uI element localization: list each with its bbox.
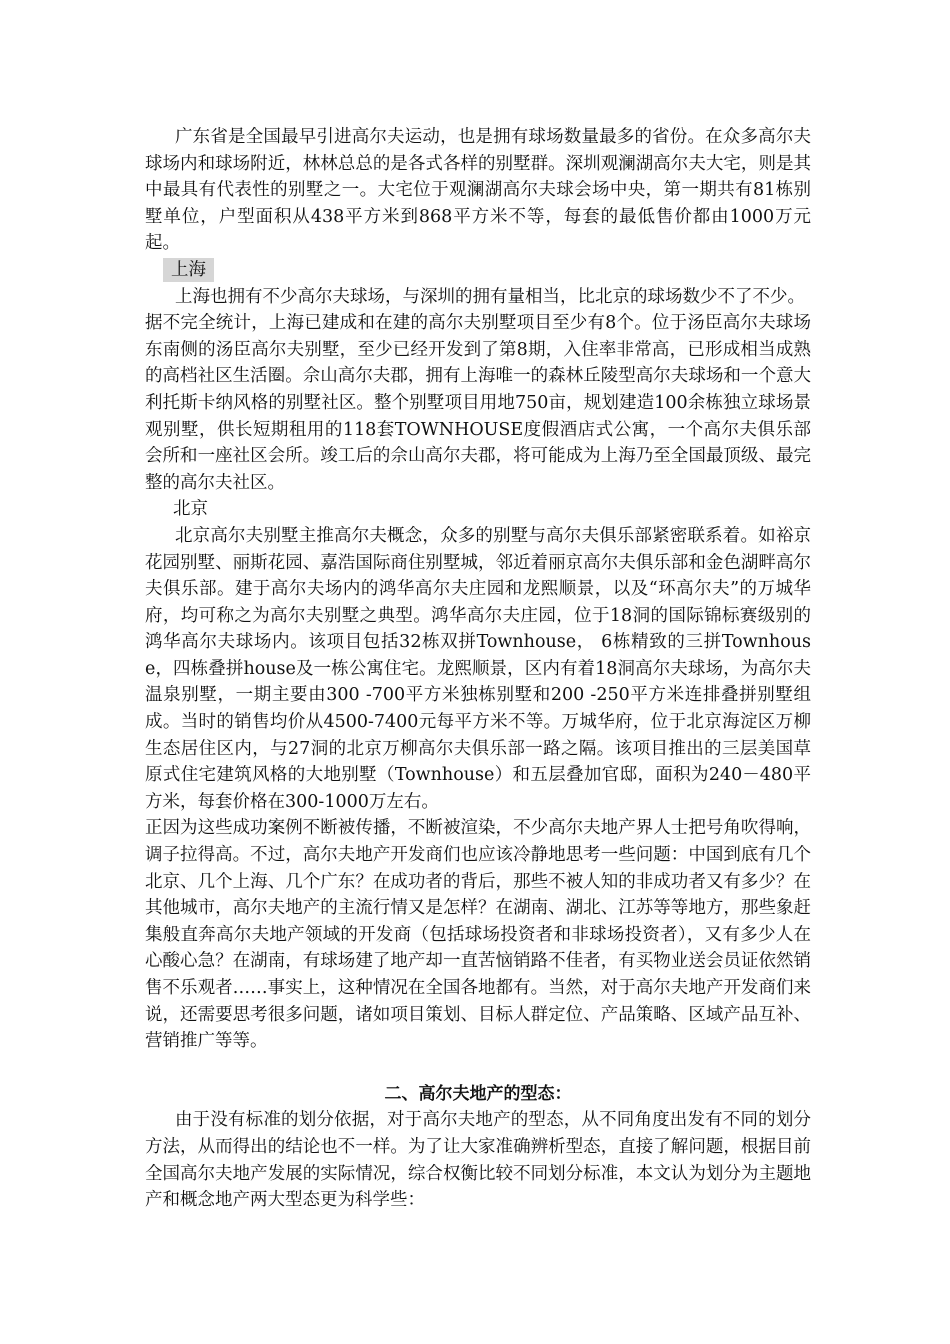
section-title: 二、高尔夫地产的型态： xyxy=(384,1083,572,1104)
heading-beijing: 北京 xyxy=(173,499,208,520)
heading-beijing-row xyxy=(145,496,811,523)
paragraph-shanghai-intro: 上海也拥有不少高尔夫球场，与深圳的拥有量相当，比北京的球场数少不了不少。 xyxy=(175,286,805,307)
paragraph-guangdong: 广东省是全国最早引进高尔夫运动，也是拥有球场数量最多的省份。在众多高尔夫球场内和球场附近，林林总总的是各式各样的别墅群。深圳观澜湖高尔夫大宅，则是其中最具有代表性的别墅之一。大宅位于观澜湖高尔夫球会场中央，第一期共有81栋别墅单位，户型面积从438平方米到868平方米不等，每套的最低售价都由1000万元起。 xyxy=(145,127,811,254)
heading-shanghai: 上海 xyxy=(163,258,214,282)
blank-line xyxy=(145,1055,811,1081)
paragraph-shanghai-detail: 据不完全统计，上海已建成和在建的高尔夫别墅项目至少有8个。位于汤臣高尔夫球场东南侧的汤臣高尔夫别墅，至少已经开发到了第8期，入住率非常高，已形成相当成熟的高档社区生活圈。佘山高尔夫郡，拥有上海唯一的森林丘陵型高尔夫球场和一个意大利托斯卡纳风格的别墅社区。整个别墅项目用地750亩，规划建造100余栋独立球场景观别墅，供长短期租用的118套TOWNHOUSE度假酒店式公寓，一个高尔夫俱乐部会所和一座社区会所。竣工后的佘山高尔夫郡，将可能成为上海乃至全国最顶级、最完整的高尔夫社区。 xyxy=(145,313,811,493)
heading-shanghai-row xyxy=(145,257,811,284)
paragraph-beijing: 北京高尔夫别墅主推高尔夫概念，众多的别墅与高尔夫俱乐部紧密联系着。如裕京花园别墅、丽斯花园、嘉浩国际商住别墅城，邻近着丽京高尔夫俱乐部和金色湖畔高尔夫俱乐部。建于高尔夫场内的鸿华高尔夫庄园和龙熙顺景，以及“环高尔夫”的万城华府，均可称之为高尔夫别墅之典型。鸿华高尔夫庄园，位于18洞的国际锦标赛级别的鸿华高尔夫球场内。该项目包括32栋双拼Townhouse， 6栋精致的三拼Townhouse，四栋叠拼house及一栋公寓住宅。龙熙顺景，区内有着18洞高尔夫球场，为高尔夫温泉别墅，一期主要由300 -700平方米独栋别墅和200 -250平方米连排叠拼别墅组成。当时的销售均价从4500-7400元每平方米不等。万城华府，位于北京海淀区万柳生态居住区内，与27洞的北京万柳高尔夫俱乐部一路之隔。该项目推出的三层美国草原式住宅建筑风格的大地别墅（Townhouse）和五层叠加官邸，面积为240－480平方米，每套价格在300-1000万左右。 xyxy=(145,525,811,812)
paragraph-reflection: 正因为这些成功案例不断被传播，不断被渲染，不少高尔夫地产界人士把号角吹得响，调子拉得高。不过，高尔夫地产开发商们也应该冷静地思考一些问题：中国到底有几个北京、几个上海、几个广东？在成功者的背后，那些不被人知的非成功者又有多少？在其他城市，高尔夫地产的主流行情又是怎样？在湖南、湖北、江苏等等地方，那些象赶集般直奔高尔夫地产领域的开发商（包括球场投资者和非球场投资者），又有多少人在心酸心急？在湖南，有球场建了地产却一直苦恼销路不佳者，有买物业送会员证依然销售不乐观者……事实上，这种情况在全国各地都有。当然，对于高尔夫地产开发商们来说，还需要思考很多问题，诸如项目策划、目标人群定位、产品策略、区域产品互补、营销推广等等。 xyxy=(145,818,811,1052)
document-body xyxy=(145,124,811,1214)
paragraph-section2: 由于没有标准的划分依据，对于高尔夫地产的型态，从不同角度出发有不同的划分方法，从而得出的结论也不一样。为了让大家准确辨析型态，直接了解问题，根据目前全国高尔夫地产发展的实际情况，综合权衡比较不同划分标准，本文认为划分为主题地产和概念地产两大型态更为科学些： xyxy=(145,1110,811,1211)
